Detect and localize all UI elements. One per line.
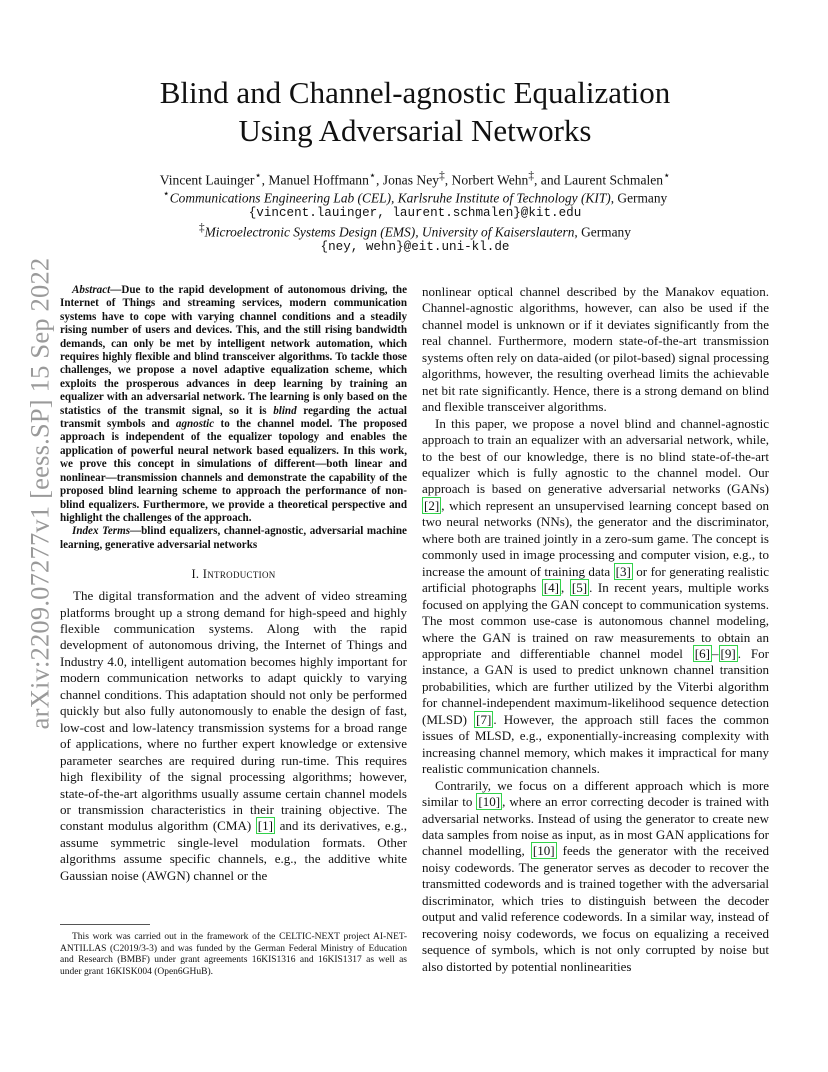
citation-link[interactable]: [10] <box>478 794 501 810</box>
affiliation-country: , Germany <box>574 224 631 240</box>
abstract <box>60 284 407 525</box>
affiliation-mark: ‡ <box>199 222 205 234</box>
author-mark: ⋆ <box>663 170 671 182</box>
paragraph-text: , <box>561 580 570 596</box>
citation-link[interactable]: [2] <box>424 497 440 513</box>
index-terms <box>60 525 407 552</box>
arxiv-identifier-text: arXiv:2209.07277v1 [eess.SP] 15 Sep 2022 <box>24 257 55 729</box>
citation-link[interactable]: [7] <box>476 711 492 727</box>
paragraph-text: feeds the generator with the received noisy codewords. The generator serves as decoder to recover the transmitted codewords and is trained together with the adversarial discriminator, which tries to distinguish between the decoder output and valid reference codewords. In a similar way, instead of recovering noisy codewords, we focus on equalizing a received sequence of symbols, which is not only corrupted by noise but also distorted by potential nonlinearities <box>422 843 769 974</box>
paragraph-text: In this paper, we propose a novel blind and channel-agnostic approach to train an equalizer with an adversarial network, while, to the best of our knowledge, there is no blind state-of-the-art equalizer which is fully agnostic to the channel model. Our approach is based on generative adversarial networks (GANs) <box>422 415 769 497</box>
affiliation-country: , Germany <box>610 190 668 206</box>
author-mark: ‡ <box>528 170 534 182</box>
title-line-2: Using Adversarial Networks <box>238 113 592 148</box>
abstract-text: Due to the rapid development of autonomous driving, the Internet of Things and streaming services, modern communication systems have to cope with varying channel conditions and a steadily rising number of users and devices. This, and the still rising bandwidth demands, can only be met by intelligent network automation, which requires highly flexible and blind transceiver algorithms. To tackle those challenges, we propose a novel adaptive equalization scheme, which exploits the prosperous advances in deep learning by training an equalizer with an adversarial network. The learning is only based on the statistics of the transmit signal, so it is <box>60 284 407 417</box>
intro-paragraph <box>422 416 769 778</box>
affiliation-name: Microelectronic Systems Design (EMS), University of Kaiserslautern <box>204 224 575 240</box>
paragraph-text: . In recent years, multiple works focused on applying the GAN concept to communication systems. The most common use-case is autonomous channel modeling, where the GAN is trained on raw measurements to obtain an appropriate and differentiable channel model <box>422 580 769 661</box>
footnote: This work was carried out in the framework of the CELTIC-NEXT project AI-NET-ANTILLAS (C2019/3-3) and was funded by the German Federal Ministry of Education and Research (BMBF) under grant agreements 16KIS1316 and 16KIS1317 as well as under grant 16KISK004 (Open6GHuB). <box>60 932 407 977</box>
intro-paragraph <box>60 588 407 884</box>
paragraph-text: . However, the approach still faces the common issues of MLSD, e.g., exponentially-increasing complexity with increasing channel memory, which makes it impractical for many realistic communication channels. <box>422 711 769 777</box>
footnote-divider <box>60 924 150 925</box>
section-heading <box>60 566 407 582</box>
citation-link[interactable]: [4] <box>543 580 560 596</box>
abstract-text: regarding the actual transmit symbols and <box>60 404 407 431</box>
paragraph-text: – <box>712 645 719 661</box>
paper-title <box>100 74 730 150</box>
email-address: {ney, wehn}@eit.uni-kl.de <box>320 240 510 254</box>
author-mark: ‡ <box>439 170 445 182</box>
title-line-1: Blind and Channel-agnostic Equalization <box>159 75 671 110</box>
index-terms-text: —blind equalizers, channel-agnostic, adversarial machine learning, generative adversarial networks <box>60 525 407 551</box>
author-mark: ⋆ <box>368 170 376 182</box>
affiliation-2-email <box>80 237 750 256</box>
citation-link[interactable]: [5] <box>571 580 588 596</box>
paragraph-text: The digital transformation and the advent of video streaming platforms brought up a strong demand for high-speed and highly flexible communication systems. Along with the rapid development of autonomous driving, the Internet of Things and Industry 4.0, intelligent automation becomes highly important for modern communication networks to adapt quickly to varying channel conditions. This adaptation should not only be performed quickly but also fully autonomously to enable the design of fast, low-cost and low-latency transmission systems for a broad range of applications, where no further expert knowledge or extensive parameter searches are required during run-time. This requires high flexibility of the signal processing algorithms; however, state-of-the-art algorithms usually assume certain channel models or transmission characteristics in their training objective. The constant modulus algorithm (CMA) <box>60 588 407 834</box>
citation-link[interactable]: [10] <box>532 843 555 859</box>
paragraph-text: . For instance, a GAN is used to predict unknown channel transition probabilities, which are further utilized by the Viterbi algorithm for channel-independent maximum-likelihood sequence detection (MLSD) <box>422 645 769 727</box>
author-name: Norbert Wehn <box>451 172 529 188</box>
abstract-emphasis: blind <box>273 404 297 417</box>
author-separator: , <box>444 172 452 188</box>
citation-link[interactable]: [1] <box>257 818 274 834</box>
affiliation-mark: ⋆ <box>162 188 170 200</box>
author-name: Vincent Lauinger <box>159 172 255 188</box>
author-separator: , <box>376 172 383 188</box>
author-separator: , <box>534 172 541 188</box>
section-numeral: I. <box>191 567 203 582</box>
right-column <box>422 284 769 975</box>
author-and: and <box>540 172 564 188</box>
index-terms-label: Index Terms <box>72 525 131 538</box>
intro-paragraph <box>422 778 769 975</box>
author-name: Jonas Ney <box>382 172 440 188</box>
left-column <box>60 284 407 884</box>
author-name: Manuel Hoffmann <box>268 172 369 188</box>
abstract-label: Abstract <box>72 284 111 296</box>
paragraph-text: or for generating realistic artificial photographs <box>422 563 770 596</box>
author-mark: ⋆ <box>254 170 262 182</box>
citation-link[interactable]: [9] <box>720 645 736 661</box>
paragraph-text: , which represent an unsupervised learning concept based on two neural networks (NNs), the generator and the discriminator, where both are trained jointly in a zero-sum game. The concept is commonly used in image processing and computer vision, e.g., to increase the amount of training data <box>422 497 769 579</box>
abstract-dash: — <box>110 284 122 296</box>
paragraph-text: Contrarily, we focus on a different approach which is more similar to <box>422 777 769 810</box>
author-name: Laurent Schmalen <box>563 172 664 188</box>
arxiv-identifier-stamp <box>20 257 60 729</box>
author-separator: , <box>261 172 269 188</box>
affiliation-name: Communications Engineering Lab (CEL), Karlsruhe Institute of Technology (KIT) <box>169 190 611 206</box>
citation-link[interactable]: [6] <box>694 645 710 661</box>
paragraph-text: and its derivatives, e.g., assume symmetric single-level modulation formats. Other algorithms assume specific channels, e.g., the additive white Gaussian noise (AWGN) channel or the <box>60 818 407 883</box>
email-address: {vincent.lauinger, laurent.schmalen}@kit.edu <box>248 206 582 220</box>
section-title: Introduction <box>202 567 276 582</box>
intro-paragraph: nonlinear optical channel described by the Manakov equation. Channel-agnostic algorithms, however, can also be used if the channel model is unknown or if it deviates significantly from the real channel. Furthermore, modern state-of-the-art transmission systems often rely on data-aided (or pilot-based) signal processing algorithms, however, the resulting overhead limits the achievable net bit rate significantly. Hence, there is a strong demand on blind and flexible transceiver algorithms. <box>422 284 769 415</box>
abstract-emphasis: agnostic <box>175 418 215 431</box>
citation-link[interactable]: [3] <box>615 563 631 579</box>
abstract-text: to the channel model. The proposed approach is independent of the equalizer topology and enables the application of powerful neural network based equalizers. In this work, we prove this concept in simulations of different—both linear and nonlinear—transmission channels and demonstrate the capability of the proposed blind learning scheme to approach the performance of non-blind equalizers. Furthermore, we provide a theoretical perspective and highlight the challenges of the approach. <box>60 418 407 524</box>
paragraph-text: , where an error correcting decoder is trained with adversarial networks. Instead of using the generator to create new data samples from noise as input, as in most GAN applications for channel modelling, <box>422 794 769 859</box>
